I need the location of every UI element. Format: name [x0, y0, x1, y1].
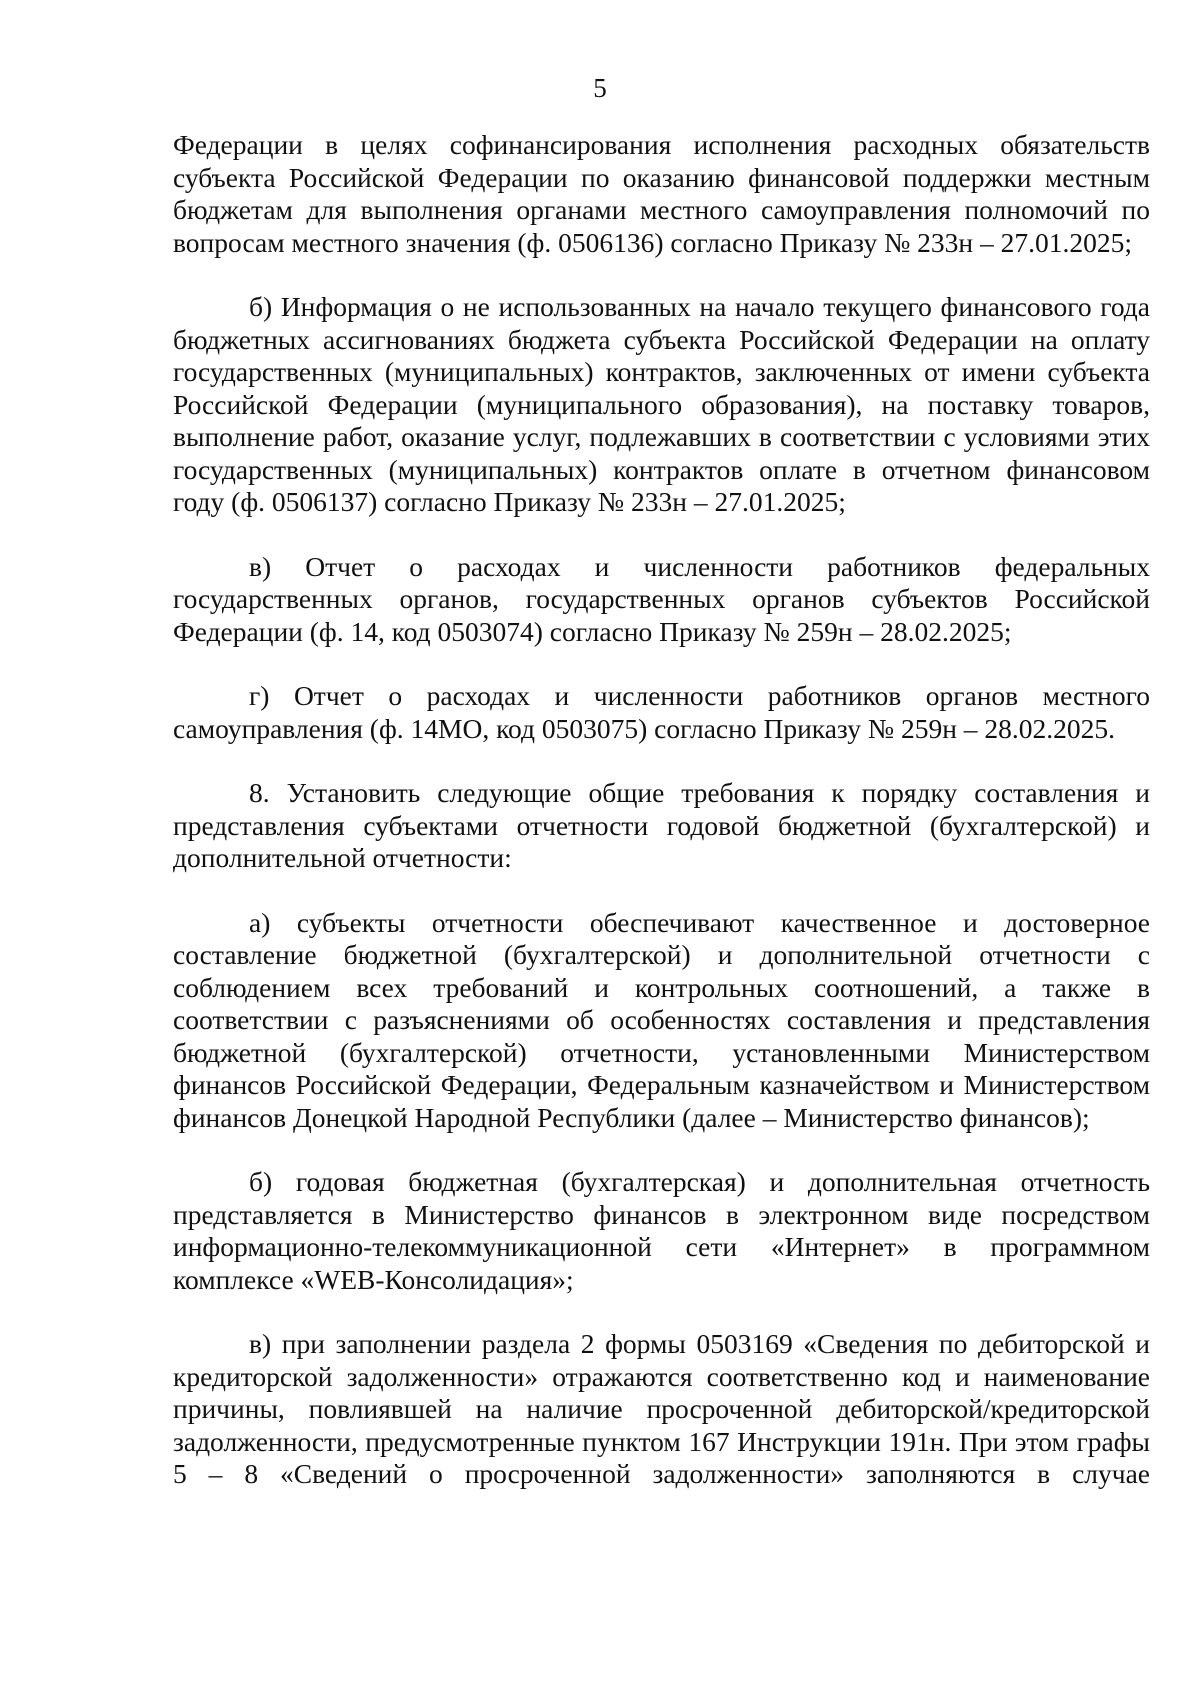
- paragraph-section-8: 8. Установить следующие общие требования к порядку составления и представления субъектами отчетности годовой бюджетной (бухгалтерской) и дополнительной отчетности:: [173, 777, 1150, 873]
- paragraph-item-b-information: б) Информация о не использованных на начало текущего финансового года бюджетных ассигнованиях бюджета субъекта Российской Федерации на оплату государственных (муниципальных) контрактов, заключенных от имени субъекта Российской Федерации (муниципального образования), на поставку товаров, выполнение работ, оказание услуг, подлежавших в соответствии с условиями этих государственных (муниципальных) контрактов оплате в отчетном финансовом году (ф. 0506137) согласно Приказу № 233н – 27.01.2025;: [173, 291, 1150, 517]
- page-number: 5: [593, 73, 607, 103]
- paragraph-item-v-report-federal: в) Отчет о расходах и численности работников федеральных государственных органов, государственных органов субъектов Российской Федерации (ф. 14, код 0503074) согласно Приказу № 259н – 28.02.2025;: [173, 550, 1150, 647]
- document-body: [173, 129, 1150, 1491]
- paragraph-item-v-form-0503169: в) при заполнении раздела 2 формы 0503169 «Сведения по дебиторской и кредиторской задолженности» отражаются соответственно код и наименование причины, повлиявшей на наличие просроченной дебиторской/кредиторской задолженности, предусмотренные пунктом 167 Инструкции 191н. При этом графы 5 – 8 «Сведений о просроченной задолженности» заполняются в случае: [173, 1328, 1150, 1489]
- paragraph-item-g-report-local: г) Отчет о расходах и численности работников органов местного самоуправления (ф. 14МО, код 0503075) согласно Приказу № 259н – 28.02.2025.: [173, 680, 1150, 744]
- paragraph-item-a-quality: а) субъекты отчетности обеспечивают качественное и достоверное составление бюджетной (бухгалтерской) и дополнительной отчетности с соблюдением всех требований и контрольных соотношений, а также в соответствии с разъяснениями об особенностях составления и представления бюджетной (бухгалтерской) отчетности, установленными Министерством финансов Российской Федерации, Федеральным казначейством и Министерством финансов Донецкой Народной Республики (далее – Министерство финансов);: [173, 906, 1150, 1133]
- paragraph-continuation: Федерации в целях софинансирования исполнения расходных обязательств субъекта Российской Федерации по оказанию финансовой поддержки местным бюджетам для выполнения органами местного самоуправления полномочий по вопросам местного значения (ф. 0506136) согласно Приказу № 233н – 27.01.2025;: [173, 129, 1150, 258]
- paragraph-item-b-submission: б) годовая бюджетная (бухгалтерская) и дополнительная отчетность представляется в Министерство финансов в электронном виде посредством информационно-телекоммуникационной сети «Интернет» в программном комплексе «WEB-Консолидация»;: [173, 1166, 1150, 1295]
